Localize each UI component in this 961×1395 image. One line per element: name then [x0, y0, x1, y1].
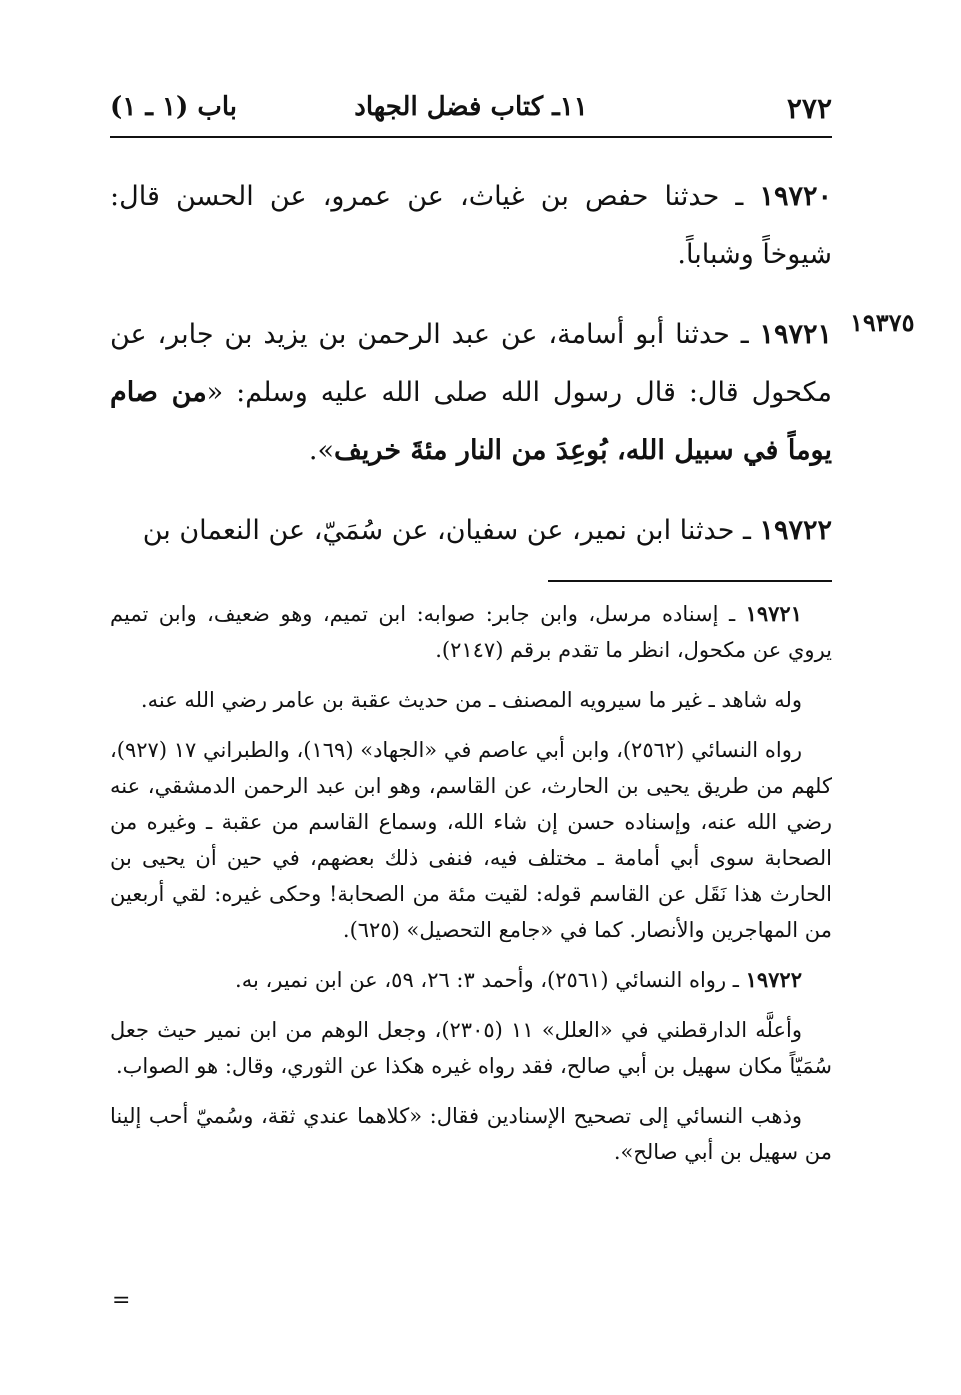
margin-reference-number: ١٩٣٧٥ — [850, 308, 915, 337]
footnote-text: ـ إسناده مرسل، وابن جابر: صوابه: ابن تميم، وهو ضعيف، وابن تميم يروي عن مكحول، انظر ما تقدم برقم (٢١٤٧). — [110, 602, 832, 662]
footnote — [110, 1012, 832, 1084]
page-number: ٢٧٢ — [786, 92, 832, 125]
hadith-text: ـ حدثنا أبو أسامة، عن عبد الرحمن بن يزيد بن جابر، عن مكحول قال: قال رسول الله صلى الله عليه وسلم: « — [110, 319, 832, 408]
hadith-number: ١٩٧٢٢ — [759, 515, 832, 546]
footnote-text: ـ رواه النسائي (٢٥٦١)، وأحمد ٣: ٢٦، ٥٩، عن ابن نمير، به. — [235, 968, 746, 992]
hadith-quote: من صام يوماً في سبيل الله، بُوعِدَ من النار مئةَ خريف — [110, 377, 832, 466]
main-text — [110, 168, 832, 582]
hadith-paragraph — [110, 168, 832, 284]
footnote — [110, 732, 832, 948]
footnote-text: وله شاهد ـ غير ما سيرويه المصنف ـ من حديث عقبة بن عامر رضي الله عنه. — [140, 688, 802, 712]
hadith-quote-end: ». — [308, 435, 334, 466]
page-header — [110, 88, 832, 132]
hadith-number: ١٩٧٢٠ — [759, 181, 832, 212]
hadith-text: ـ حدثنا ابن نمير، عن سفيان، عن سُمَيّ، عن النعمان بن — [142, 515, 760, 546]
hadith-paragraph — [110, 306, 832, 480]
footnotes — [110, 596, 832, 1184]
chapter-label: باب (١ ـ ١) — [110, 92, 237, 122]
footnote — [110, 596, 832, 668]
footnote — [110, 682, 832, 718]
footnote-text: وأعلَّه الدارقطني في «العلل» ١١ (٢٣٠٥)، وجعل الوهم من ابن نمير حيث جعل سُمَيّاً مكان سهيل بن أبي صالح، فقد رواه غيره هكذا عن الثوري، وقال: هو الصواب. — [110, 1018, 832, 1078]
footnote-text: رواه النسائي (٢٥٦٢)، وابن أبي عاصم في «الجهاد» (١٦٩)، والطبراني ١٧ (٩٢٧)، كلهم من طريق يحيى بن الحارث، عن القاسم، وهو ابن عبد الرحمن الدمشقي، عنه رضي الله عنه، وإسناده حسن إن شاء الله، وسماع القاسم من عقبة ـ وغيره من الصحابة سوى أبي أمامة ـ مختلف فيه، فنفى ذلك بعضهم، في حين أن يحيى بن الحارث هذا نَقَل عن القاسم قوله: لقيت مئة من الصحابة! وحكى غيره: لقي أربعين من المهاجرين والأنصار. كما في «جامع التحصيل» (٦٢٥). — [110, 738, 832, 942]
hadith-text: ـ حدثنا حفص بن غياث، عن عمرو، عن الحسن قال: شيوخاً وشباباً. — [110, 181, 832, 270]
hadith-paragraph — [110, 502, 832, 560]
footnote-text: وذهب النسائي إلى تصحيح الإسنادين فقال: «كلاهما عندي ثقة، وسُميّ أحب إلينا من سهيل بن أبي صالح». — [110, 1104, 832, 1164]
footnote — [110, 1098, 832, 1170]
book-title: ١١ـ كتاب فضل الجهاد — [354, 92, 588, 122]
footnote-number: ١٩٧٢١ — [745, 601, 802, 626]
footnote-separator — [548, 580, 832, 582]
footnote — [110, 962, 832, 998]
continuation-mark: = — [112, 1288, 131, 1313]
footnote-number: ١٩٧٢٢ — [745, 967, 802, 992]
header-rule — [110, 136, 832, 138]
hadith-number: ١٩٧٢١ — [759, 319, 832, 350]
